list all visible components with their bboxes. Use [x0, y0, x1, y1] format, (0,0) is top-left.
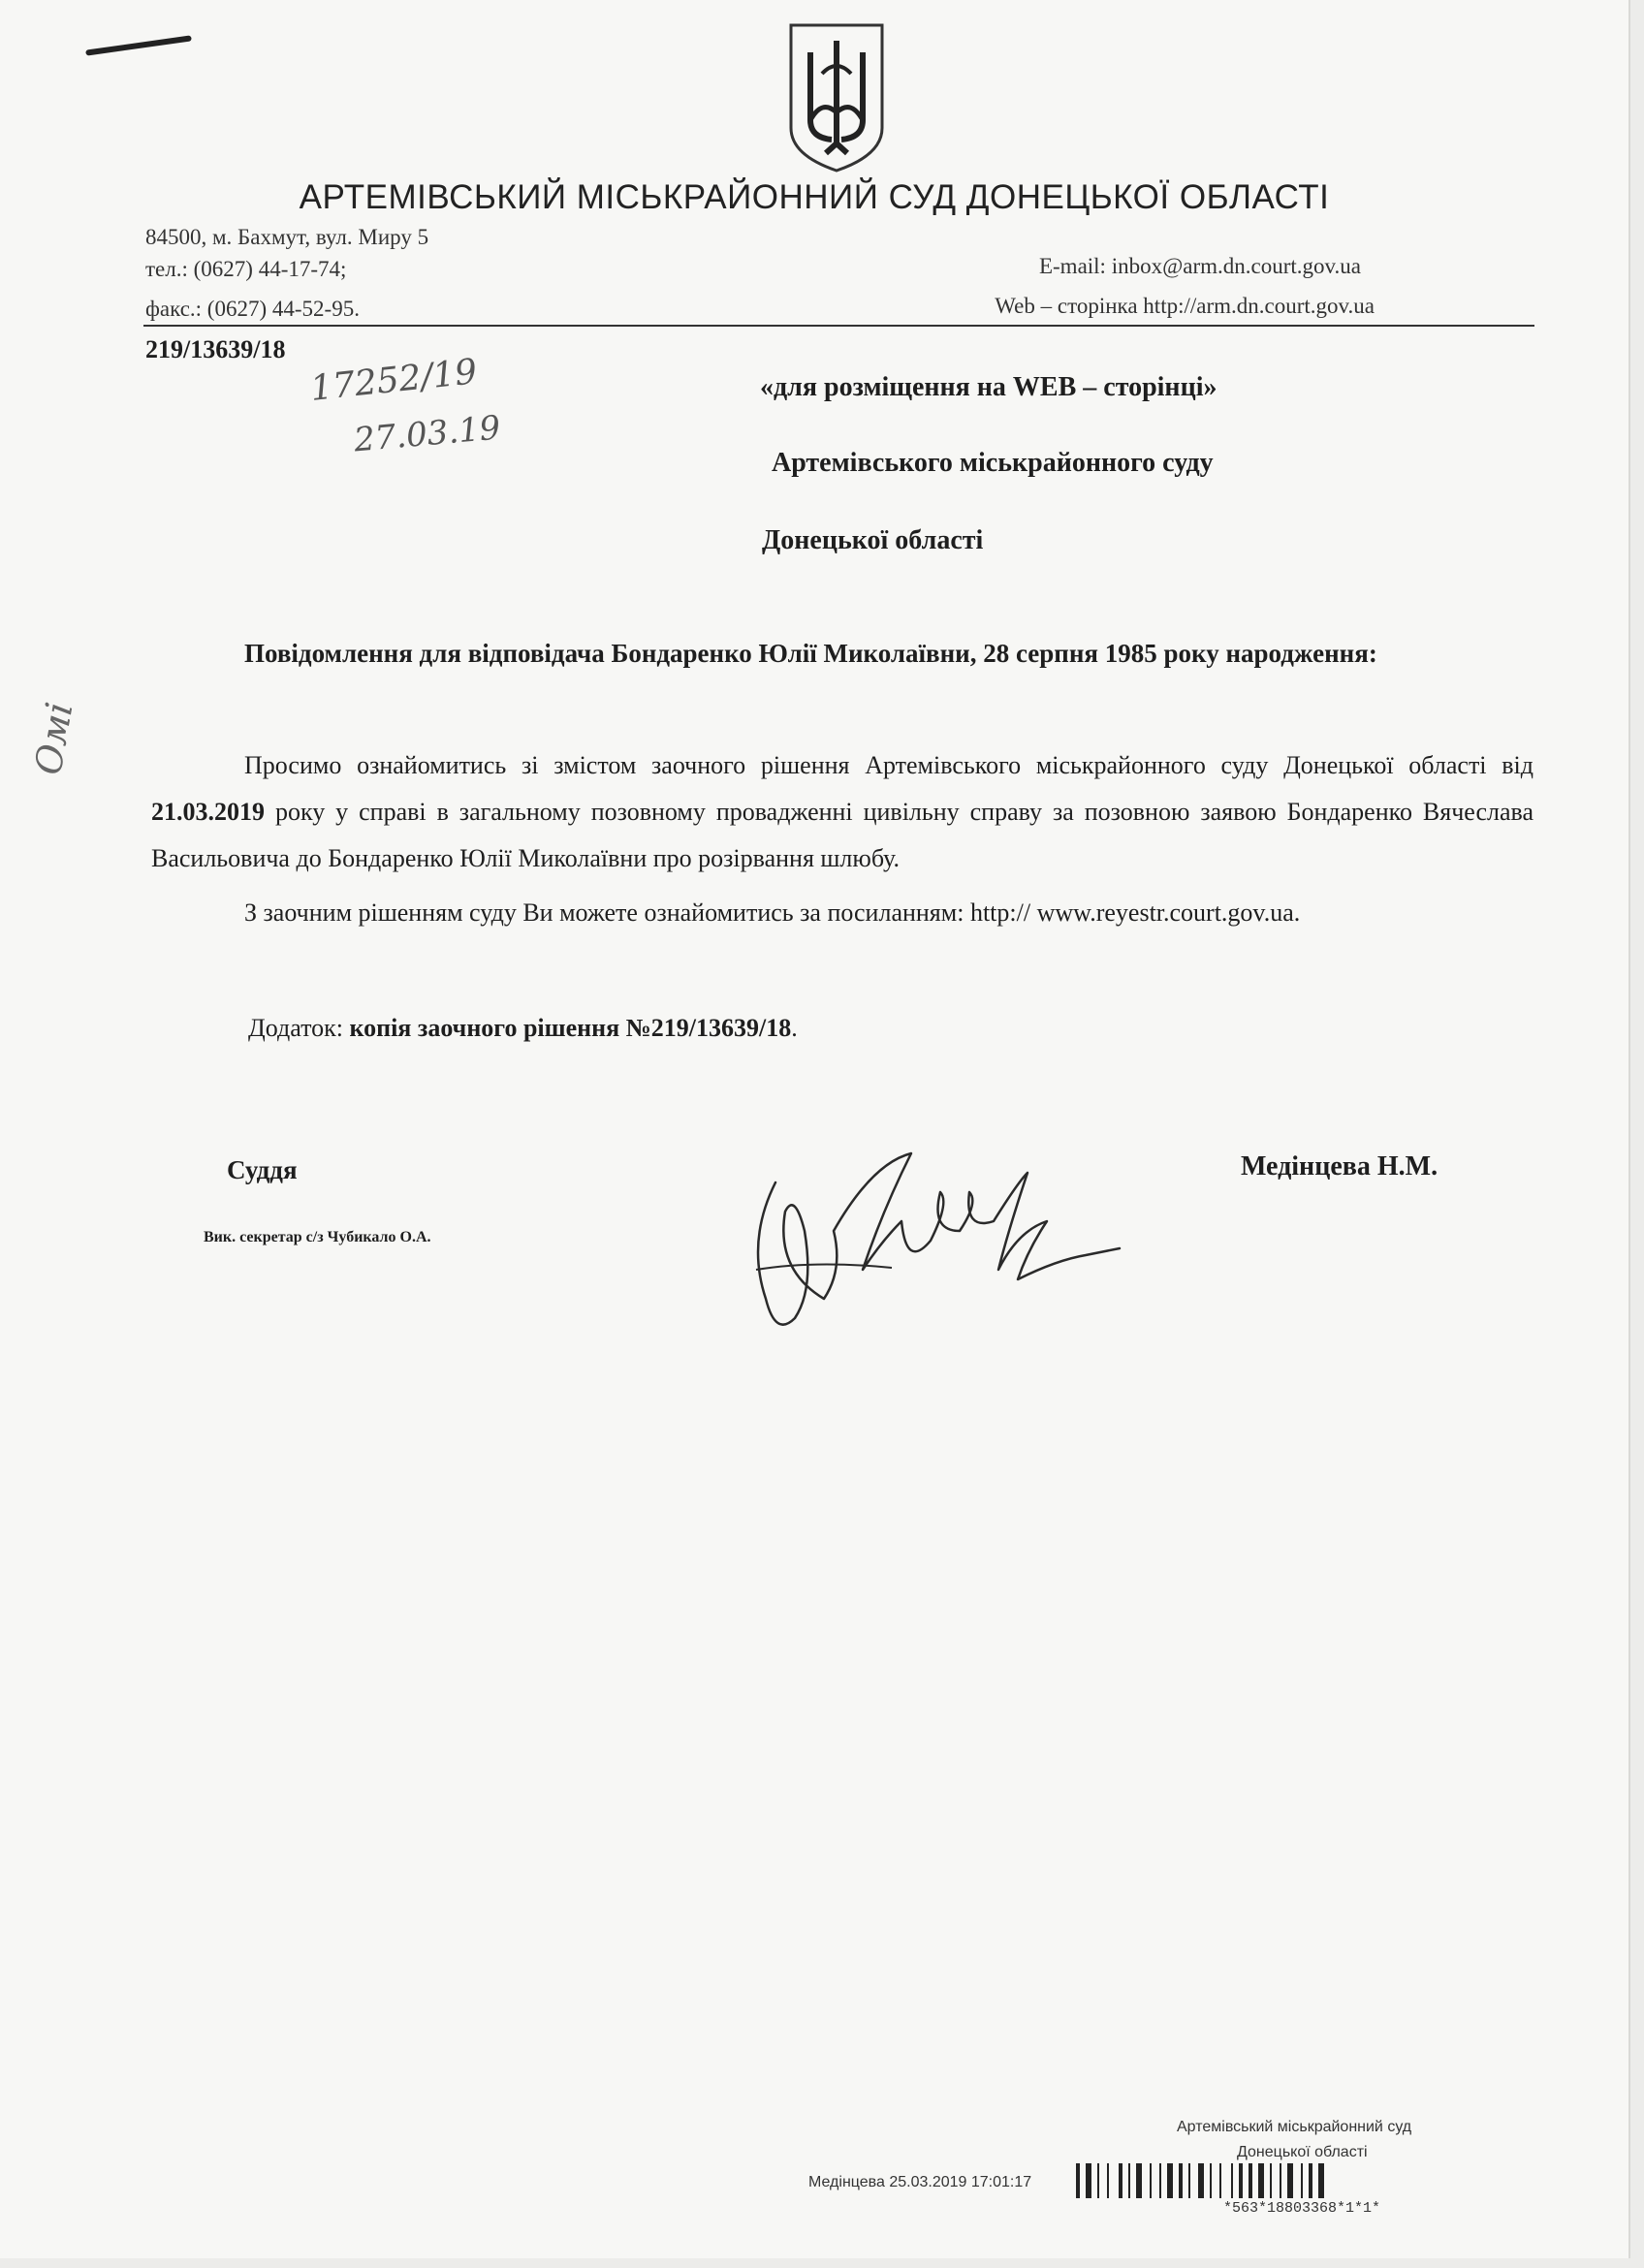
attachment-end: .: [791, 1014, 798, 1042]
judge-label: Суддя: [227, 1155, 298, 1184]
body-paragraph-decision: [151, 742, 1533, 882]
publication-note-line2: Артемівського міськрайонного суду: [772, 448, 1214, 478]
executor-secretary: Вик. секретар с/з Чубикало О.А.: [204, 1229, 431, 1245]
stamp-court-region: Донецької області: [1237, 2144, 1368, 2160]
decision-date: 21.03.2019: [151, 798, 265, 826]
court-address: 84500, м. Бахмут, вул. Миру 5: [145, 225, 429, 249]
case-number: 219/13639/18: [145, 335, 286, 363]
court-title: АРТЕМІВСЬКИЙ МІСЬКРАЙОННИЙ СУД ДОНЕЦЬКОЇ ОБЛАСТІ: [299, 178, 1330, 216]
margin-handwritten-note: Омі: [26, 699, 81, 778]
judge-name: Медінцева Н.М.: [1241, 1151, 1438, 1181]
court-email: E-mail: inbox@arm.dn.court.gov.ua: [1038, 254, 1361, 278]
barcode-text: *563*18803368*1*1*: [1223, 2200, 1381, 2217]
publication-note-line3: Донецької області: [762, 525, 984, 555]
body-paragraph-link: З заочним рішенням суду Ви можете ознайомитись за посиланням: http:// www.reyestr.court.gov.ua.: [244, 898, 1301, 927]
corner-pen-mark: [85, 35, 192, 55]
attachment-line: [248, 1014, 798, 1043]
handwritten-signature: [737, 1124, 1124, 1367]
handwritten-date: 27.03.19: [352, 408, 502, 460]
handwritten-registration-number: 17252/19: [308, 352, 480, 409]
electronic-signature-stamp: Медінцева 25.03.2019 17:01:17: [808, 2174, 1032, 2190]
paragraph-text-start: Просимо ознайомитись зі змістом заочного рішення Артемівського міськрайонного суду Донецької області від: [244, 751, 1533, 779]
notice-heading: Повідомлення для відповідача Бондаренко Юлії Миколаївни, 28 серпня 1985 року народження:: [244, 639, 1377, 668]
coat-of-arms-icon: [783, 19, 890, 174]
court-phone: тел.: (0627) 44-17-74;: [145, 257, 347, 281]
paragraph-text-end: року у справі в загальному позовному провадженні цивільну справу за позовною заявою Бондаренко Вячеслава Васильовича до Бондаренко Юлії Миколаївни про розірвання шлюбу.: [151, 798, 1533, 872]
court-fax: факс.: (0627) 44-52-95.: [145, 297, 360, 321]
attachment-label: Додаток:: [248, 1014, 350, 1042]
stamp-court-name: Артемівський міськрайонний суд: [1177, 2119, 1412, 2135]
header-divider: [143, 325, 1534, 327]
barcode-icon: [1076, 2163, 1551, 2198]
court-website: Web – сторінка http://arm.dn.court.gov.ua: [995, 294, 1375, 318]
attachment-value: копія заочного рішення №219/13639/18: [349, 1014, 792, 1042]
publication-note-line1: «для розміщення на WEB – сторінці»: [760, 372, 1217, 402]
